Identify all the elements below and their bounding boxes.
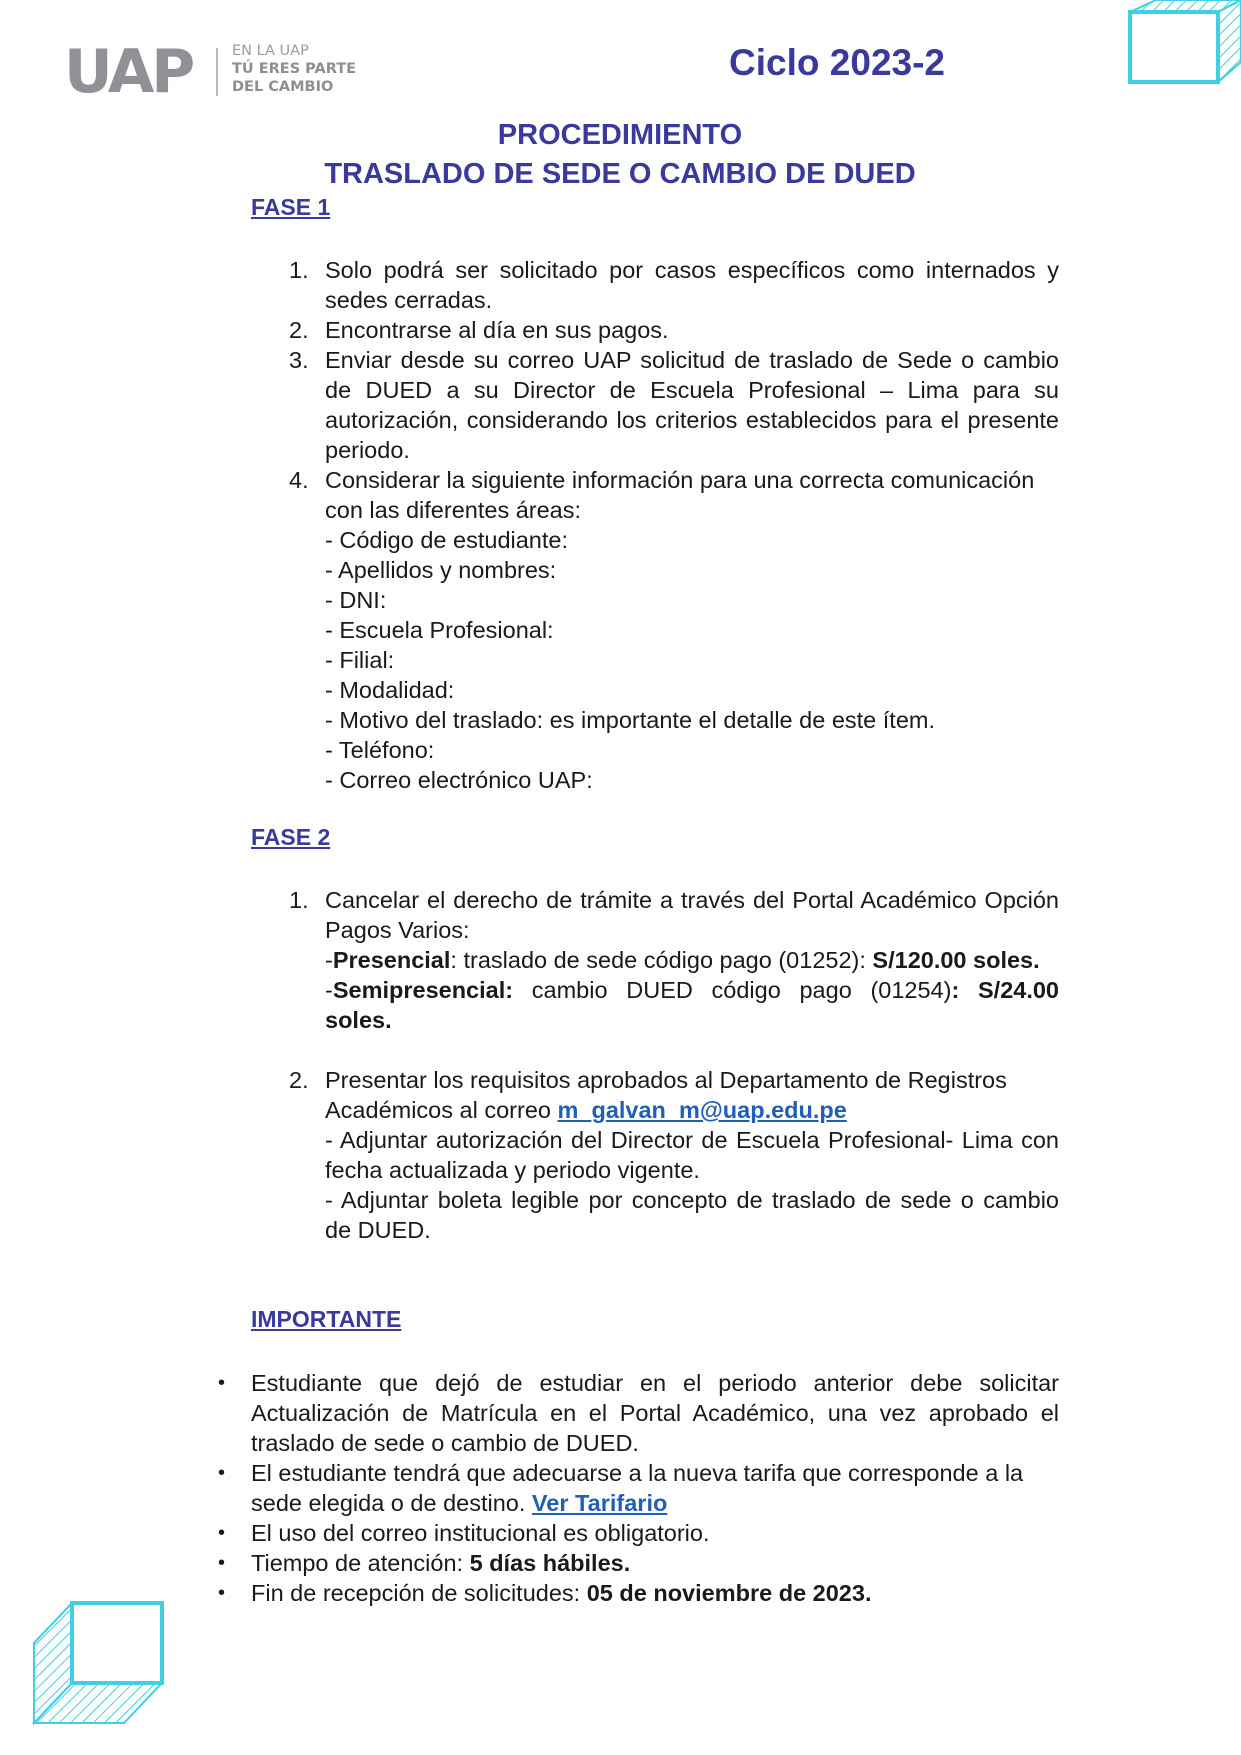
list-item: [251, 315, 1059, 345]
deadline: 05 de noviembre de 2023.: [586, 1580, 872, 1606]
cube-decoration-top-right: [1118, 0, 1241, 90]
logo-tagline-line1: EN LA UAP: [232, 43, 309, 59]
requirement-receipt: - Adjuntar boleta legible por concepto de traslado de sede o cambio de DUED.: [325, 1187, 1059, 1243]
tariff-link[interactable]: Ver Tarifario: [531, 1490, 668, 1516]
item-number: 2.: [289, 1067, 309, 1093]
bullet: •: [218, 1552, 226, 1574]
logo-divider: [216, 48, 218, 96]
fee-presencial: -Presencial: traslado de sede código pago (01252): S/120.00 soles.: [325, 947, 1040, 973]
item-number: 3.: [289, 347, 309, 373]
field-dni: - DNI:: [325, 587, 387, 613]
phase-2-heading: FASE 2: [251, 824, 331, 850]
item-text: Solo podrá ser solicitado por casos específicos como internados y sedes cerradas.: [325, 257, 1059, 313]
item-text: El estudiante tendrá que adecuarse a la nueva tarifa que corresponde a la sede elegida o de destino.: [251, 1460, 1024, 1516]
item-text: El uso del correo institucional es obligatorio.: [251, 1520, 710, 1546]
item-number: 1.: [289, 887, 309, 913]
field-filial: - Filial:: [325, 647, 395, 673]
phase-1-list: [251, 255, 1059, 795]
list-item: [214, 1458, 1059, 1518]
list-item: [251, 885, 1059, 1035]
bullet: •: [218, 1462, 226, 1484]
field-codigo: - Código de estudiante:: [325, 527, 568, 553]
list-item: [214, 1368, 1059, 1458]
item-number: 2.: [289, 317, 309, 343]
item-text: Cancelar el derecho de trámite a través del Portal Académico Opción Pagos Varios:: [325, 887, 1059, 943]
cycle-label: Ciclo 2023-2: [729, 42, 945, 83]
logo-tagline: [232, 42, 356, 96]
important-heading: IMPORTANTE: [251, 1306, 402, 1332]
item-text: Enviar desde su correo UAP solicitud de traslado de Sede o cambio de DUED a su Director de Escuela Profesional – Lima para su autorización, considerando los criterios establecidos para el presente periodo.: [325, 347, 1059, 463]
item-text: Tiempo de atención:: [251, 1550, 470, 1576]
bullet: •: [218, 1372, 226, 1394]
list-item: [251, 255, 1059, 315]
list-item: [214, 1548, 1059, 1578]
document-title: PROCEDIMIENTO: [497, 119, 743, 151]
document-subtitle: TRASLADO DE SEDE O CAMBIO DE DUED: [324, 158, 916, 190]
list-item: [214, 1578, 1059, 1608]
phase-2-list: [251, 885, 1059, 1245]
field-motivo: - Motivo del traslado: es importante el detalle de este ítem.: [325, 707, 936, 733]
list-item: [251, 1065, 1059, 1245]
field-modalidad: - Modalidad:: [325, 677, 455, 703]
cube-decoration-bottom-left: [28, 1595, 168, 1725]
phase-1-heading: FASE 1: [251, 194, 331, 220]
logo-tagline-line3: DEL CAMBIO: [232, 79, 334, 95]
field-apellidos: - Apellidos y nombres:: [325, 557, 557, 583]
item-text: Encontrarse al día en sus pagos.: [325, 317, 669, 343]
item-text: Estudiante que dejó de estudiar en el periodo anterior debe solicitar Actualización de Matrícula en el Portal Académico, una vez aprobado el traslado de sede o cambio de DUED.: [251, 1370, 1059, 1456]
list-item: [251, 465, 1059, 795]
item-text: Presentar los requisitos aprobados al Departamento de Registros Académicos al correo: [325, 1067, 1007, 1123]
item-number: 4.: [289, 467, 309, 493]
field-correo: - Correo electrónico UAP:: [325, 767, 593, 793]
email-link[interactable]: m_galvan_m@uap.edu.pe: [557, 1097, 847, 1123]
logo-mark: UAP: [64, 37, 193, 107]
item-number: 1.: [289, 257, 309, 283]
item-text: Considerar la siguiente información para una correcta comunicación con las diferentes áreas:: [325, 467, 1035, 523]
bullet: •: [218, 1522, 226, 1544]
field-escuela: - Escuela Profesional:: [325, 617, 554, 643]
response-time: 5 días hábiles.: [469, 1550, 631, 1576]
list-item: [251, 345, 1059, 465]
fee-semipresencial: -Semipresencial: cambio DUED código pago (01254): S/24.00 soles.: [325, 977, 1060, 1033]
field-telefono: - Teléfono:: [325, 737, 435, 763]
list-item: [214, 1518, 1059, 1548]
requirement-authorization: - Adjuntar autorización del Director de Escuela Profesional- Lima con fecha actualizada y periodo vigente.: [325, 1127, 1059, 1183]
bullet: •: [218, 1582, 226, 1604]
item-text: Fin de recepción de solicitudes:: [251, 1580, 587, 1606]
logo-tagline-line2: TÚ ERES PARTE: [232, 61, 357, 77]
important-list: [214, 1368, 1059, 1608]
